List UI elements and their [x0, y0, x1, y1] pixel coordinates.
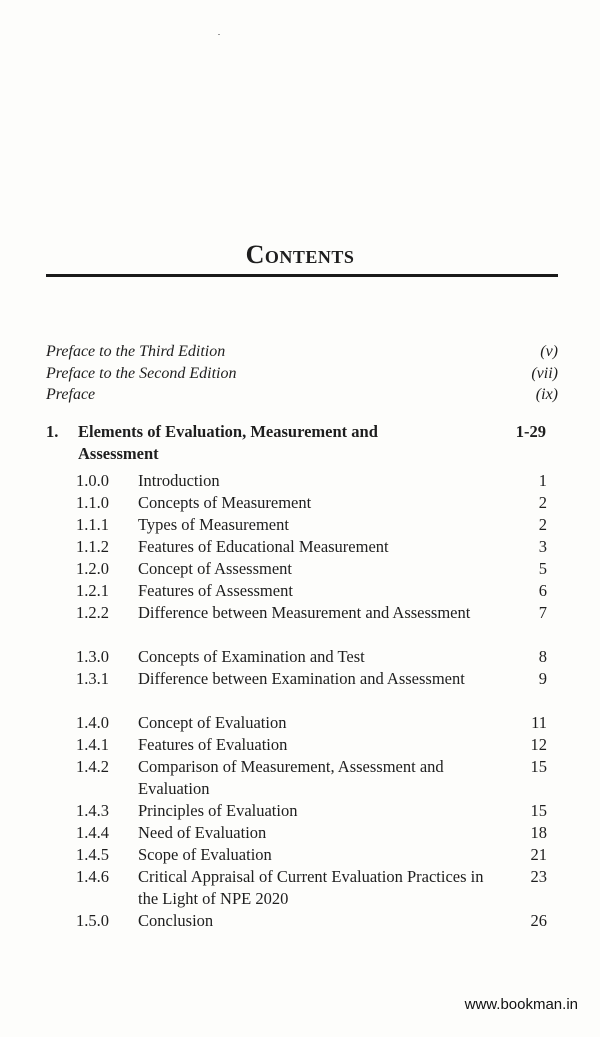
section-title: Difference between Measurement and Assessment: [138, 603, 471, 622]
section-number: 1.4.2: [76, 757, 109, 776]
section-page: 6: [538, 581, 547, 600]
section-page: 2: [538, 515, 547, 534]
section-number: 1.3.0: [76, 647, 109, 666]
page-title: Contents: [245, 240, 355, 269]
preface-entry: [46, 343, 558, 365]
section-number: 1.1.2: [76, 537, 109, 556]
section-title: Need of Evaluation: [138, 823, 267, 842]
paper-speck: [218, 34, 220, 35]
section-page: 23: [530, 867, 547, 886]
preface-title: Preface: [46, 386, 96, 403]
section-title: Conclusion: [138, 911, 214, 930]
section-title: Introduction: [138, 471, 220, 490]
section-number: 1.4.6: [76, 867, 109, 886]
section-number: 1.4.5: [76, 845, 109, 864]
section-title: Features of Educational Measurement: [138, 537, 389, 556]
preface-entry: [46, 365, 558, 387]
section-title: Concept of Assessment: [138, 559, 292, 578]
section-title: Scope of Evaluation: [138, 845, 272, 864]
section-title: Principles of Evaluation: [138, 801, 298, 820]
chapter-title: Elements of Evaluation, Measurement and Assessment: [78, 422, 378, 463]
section-page: 15: [530, 757, 547, 776]
preface-title: Preface to the Second Edition: [46, 365, 237, 382]
preface-title: Preface to the Third Edition: [46, 343, 226, 360]
section-page: 11: [531, 713, 547, 732]
section-title: Difference between Examination and Assessment: [138, 669, 465, 688]
section-number: 1.3.1: [76, 669, 109, 688]
watermark: www.bookman.in: [464, 996, 578, 1013]
section-title: Features of Assessment: [138, 581, 293, 600]
preface-page: (v): [540, 343, 558, 360]
section-page: 9: [538, 669, 547, 688]
chapter-pages: 1-29: [515, 422, 546, 441]
section-page: 3: [538, 537, 547, 556]
preface-page: (ix): [535, 386, 558, 403]
section-title: Concepts of Measurement: [138, 493, 312, 512]
section-number: 1.4.4: [76, 823, 109, 842]
section-page: 26: [530, 911, 547, 930]
section-number: 1.4.1: [76, 735, 109, 754]
section-number: 1.4.0: [76, 713, 109, 732]
preface-page: (vii): [531, 365, 558, 382]
section-number: 1.2.2: [76, 603, 109, 622]
section-page: 18: [530, 823, 547, 842]
section-title: Features of Evaluation: [138, 735, 288, 754]
section-page: 5: [538, 559, 547, 578]
preface-entry: [46, 386, 558, 408]
section-page: 12: [530, 735, 547, 754]
chapter-number: 1.: [46, 422, 59, 441]
section-title: Types of Measurement: [138, 515, 289, 534]
section-title: Comparison of Measurement, Assessment and Evaluation: [138, 757, 444, 798]
section-page: 2: [538, 493, 547, 512]
title-divider: [46, 274, 558, 277]
section-page: 8: [538, 647, 547, 666]
section-number: 1.1.0: [76, 493, 109, 512]
section-number: 1.1.1: [76, 515, 109, 534]
section-number: 1.5.0: [76, 911, 109, 930]
section-number: 1.2.1: [76, 581, 109, 600]
section-title: Concepts of Examination and Test: [138, 647, 365, 666]
section-page: 1: [538, 471, 547, 490]
section-title: Concept of Evaluation: [138, 713, 287, 732]
section-title: Critical Appraisal of Current Evaluation Practices in the Light of NPE 2020: [138, 867, 484, 908]
section-page: 7: [538, 603, 547, 622]
section-number: 1.2.0: [76, 559, 109, 578]
section-number: 1.4.3: [76, 801, 109, 820]
section-number: 1.0.0: [76, 471, 109, 490]
section-page: 15: [530, 801, 547, 820]
section-page: 21: [530, 845, 547, 864]
